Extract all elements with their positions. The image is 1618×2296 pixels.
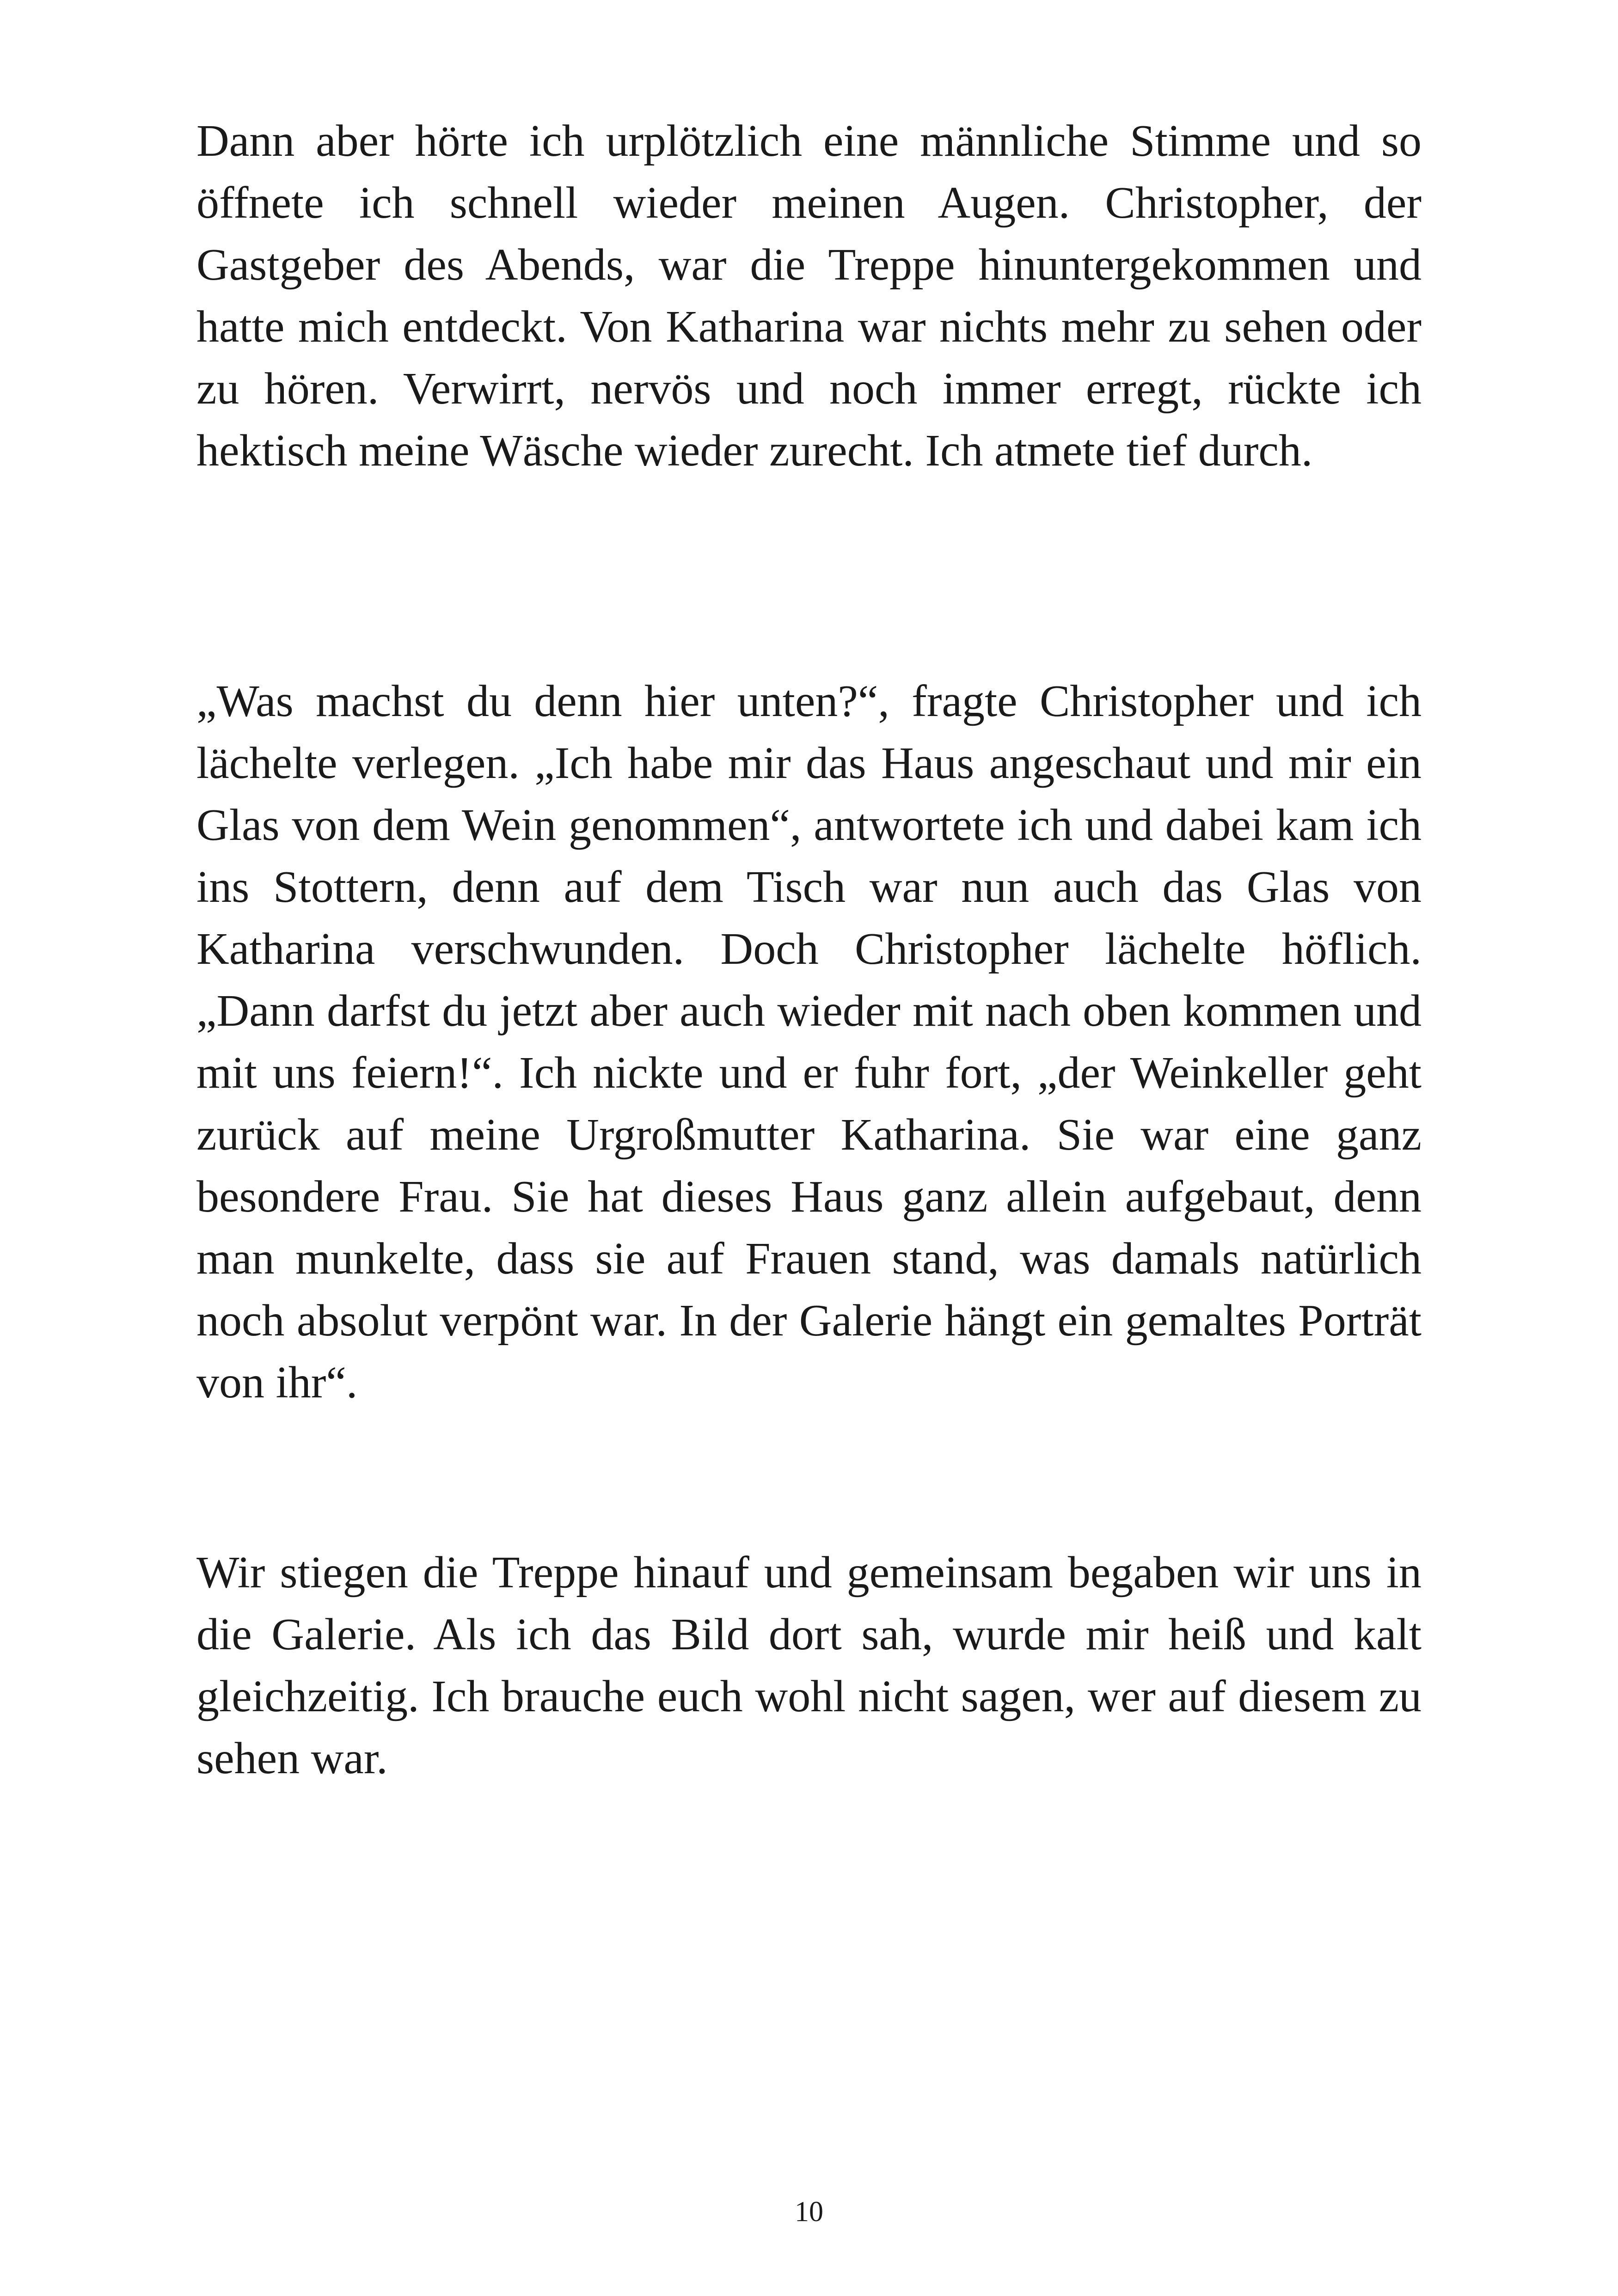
paragraph-2: „Was machst du denn hier unten?“, fragte Christopher und ich lächelte verlegen. „Ich habe mir das Haus angeschaut und mir ein Glas von dem Wein genommen“, antwortete ich und dabei kam ich ins Stottern, denn auf dem Tisch war nun auch das Glas von Katharina verschwunden. Doch Christopher lächelte höflich. „Dann darfst du jetzt aber auch wieder mit nach oben kommen und mit uns feiern!“. Ich nickte und er fuhr fort, „der Weinkeller geht zurück auf meine Urgroßmutter Katharina. Sie war eine ganz besondere Frau. Sie hat dieses Haus ganz allein aufgebaut, denn man munkelte, dass sie auf Frauen stand, was damals natürlich noch absolut verpönt war. In der Galerie hängt ein gemaltes Porträt von ihr“. xyxy=(196,676,1422,1408)
page-number: 10 xyxy=(795,2196,823,2228)
paragraph-1: Dann aber hörte ich urplötzlich eine männliche Stimme und so öffnete ich schnell wieder meinen Augen. Christopher, der Gastgeber des Abends, war die Treppe hinuntergekommen und hatte mich entdeckt. Von Katharina war nichts mehr zu sehen oder zu hören. Verwirrt, nervös und noch immer erregt, rückte ich hektisch meine Wäsche wieder zurecht. Ich atmete tief durch. xyxy=(196,116,1422,476)
paragraph-3: Wir stiegen die Treppe hinauf und gemeinsam begaben wir uns in die Galerie. Als ich das Bild dort sah, wurde mir heiß und kalt gleichzeitig. Ich brauche euch wohl nicht sagen, wer auf diesem zu sehen war. xyxy=(196,1548,1422,1783)
